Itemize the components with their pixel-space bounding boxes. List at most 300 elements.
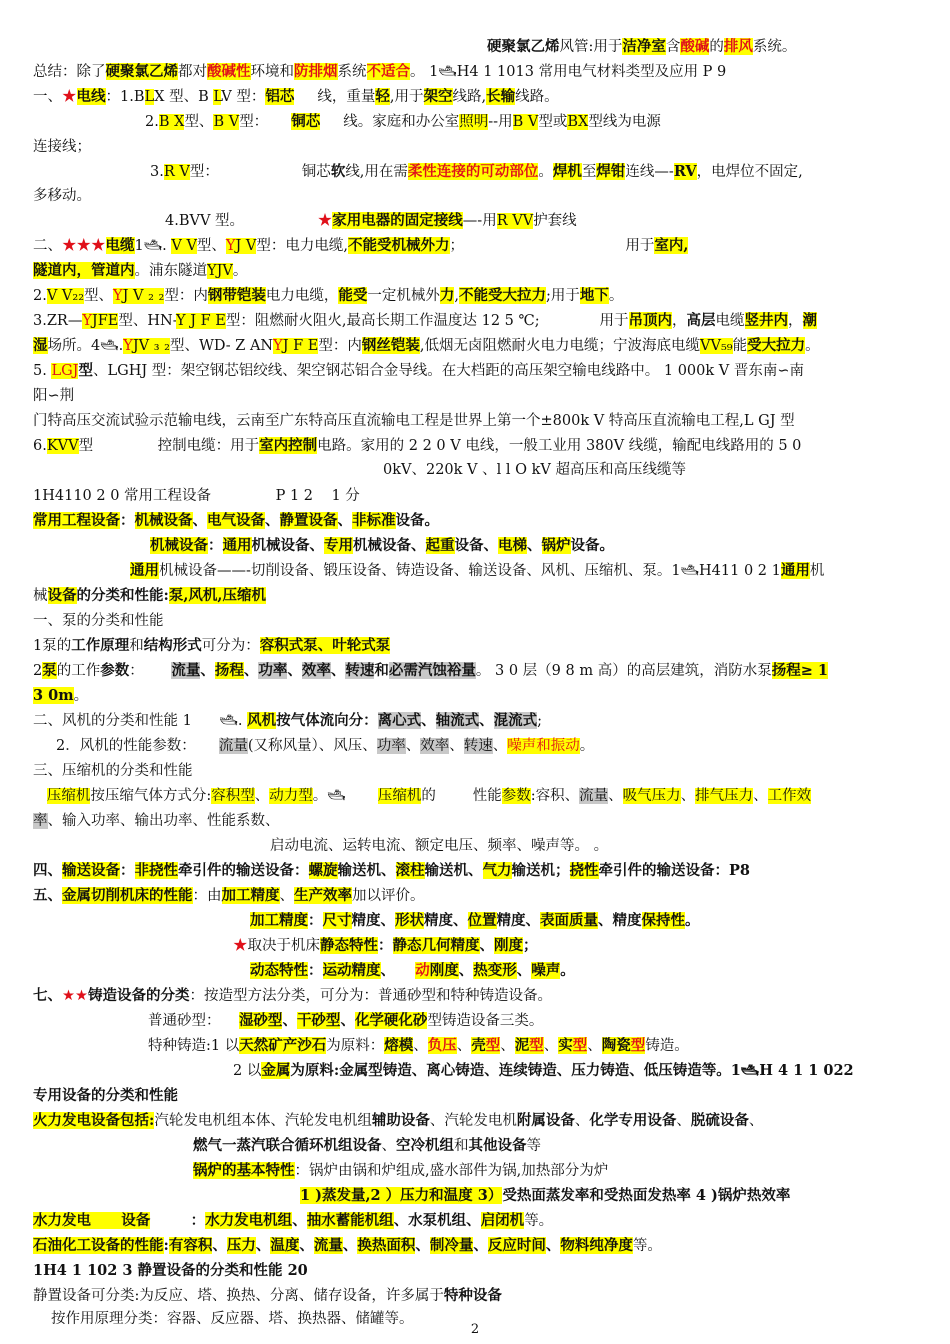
text-run: 电线: [76, 88, 106, 105]
text-run: 特种铸造:1 以: [148, 1038, 240, 1054]
text-run: J V: [235, 238, 257, 254]
text-run: 线,用在需: [345, 164, 408, 180]
text-run: ,用于: [389, 89, 424, 105]
text-line: [33, 585, 928, 607]
text-run: 轴流式: [435, 712, 480, 729]
text-line: [33, 1235, 928, 1257]
text-run: 离心式: [377, 712, 422, 729]
text-run: 功率: [376, 738, 406, 754]
text-run: 等。: [632, 1238, 662, 1254]
text-run: 机: [809, 563, 825, 579]
text-run: B V: [512, 114, 539, 130]
text-run: 、: [337, 512, 352, 529]
text-run: 保持性: [641, 912, 685, 929]
text-line: [487, 36, 928, 58]
text-line: [33, 685, 928, 707]
text-run: 受大拉力: [747, 337, 806, 354]
text-run: 风管:用于: [559, 39, 623, 55]
text-run: 生产效率: [294, 887, 352, 904]
text-run: 型： 铜芯: [189, 164, 331, 180]
text-run: 至: [581, 164, 597, 180]
text-run: 机械设备、: [251, 537, 324, 554]
page-number: 2: [470, 1322, 480, 1337]
text-line: [33, 735, 928, 757]
text-run: ★: [62, 89, 77, 105]
text-line: [148, 1035, 928, 1057]
text-run: 、: [473, 1237, 488, 1254]
text-line: [33, 136, 928, 158]
text-run: 压缩机: [377, 788, 422, 804]
text-run: ,低烟无卤阻燃耐火电力电缆；宁波海底电缆: [419, 338, 700, 354]
text-run: 精度、: [424, 912, 468, 929]
text-run: 柔性连接的可动部位: [407, 163, 539, 180]
text-line: [148, 1010, 928, 1032]
text-run: 。: [579, 738, 595, 754]
text-run: 。 3 0 层（9 8 m 高）的高层建筑，消防水泵: [475, 663, 772, 679]
text-run: 硬聚氯乙烯: [487, 38, 560, 55]
text-run: 等。: [524, 1213, 554, 1229]
text-run: 压力: [226, 1237, 256, 1254]
text-run: 按压缩气体方式分:: [90, 788, 212, 804]
text-run: 精度、: [496, 912, 540, 929]
text-run: 型：阻燃耐火阻火,最高长期工作温度达 12 5 ℃; 用于: [225, 313, 629, 329]
text-run: 型线为电源: [588, 114, 661, 130]
text-run: 实: [558, 1037, 573, 1054]
text-run: 启动电流、运转电流、额定电压、频率、噪声等。 。: [270, 838, 609, 854]
text-run: 的: [709, 39, 724, 55]
text-run: 制冷量: [429, 1237, 474, 1254]
text-run: V 型：: [221, 89, 266, 105]
text-run: 。: [232, 263, 248, 279]
text-run: X 型、B: [154, 89, 214, 105]
text-run: 型: [485, 1037, 501, 1054]
text-run: 架空: [423, 88, 453, 105]
text-run: 。浦东隧道: [134, 263, 207, 279]
text-run: KVV: [46, 438, 79, 454]
text-run: 参数: [100, 662, 130, 679]
text-run: 陶瓷: [601, 1037, 631, 1054]
text-run: ：按造型方法分类，可分为：普通砂型和特种铸造设备。: [189, 988, 552, 1004]
text-run: 不适合: [366, 63, 410, 80]
text-run: 总结：除了: [33, 64, 106, 80]
text-run: 型：: [239, 114, 292, 130]
text-run: 、: [516, 962, 532, 979]
text-run: 3.: [150, 164, 164, 180]
text-run: 、: [192, 512, 207, 529]
text-run: 按气体流向分：: [276, 712, 378, 729]
text-run: 家用电器的固定接线: [332, 212, 463, 229]
text-run: 风机: [247, 712, 277, 729]
text-run: 水力发电机组: [205, 1212, 293, 1229]
text-run: 牵引件的输送设备：: [178, 862, 309, 879]
text-line: [300, 1185, 928, 1207]
text-run: 门特高压交流试验示范输电线，云南至广东特高压直流输电工程是世界上第一个±800k V 特高压直流输电工程,L GJ 型: [33, 413, 795, 429]
text-run: 的 性能: [421, 788, 502, 804]
text-run: 铸造。: [645, 1038, 689, 1054]
text-run: 、精度: [598, 912, 642, 929]
text-run: V V: [171, 238, 197, 254]
text-run: 3.ZR—: [33, 313, 83, 329]
text-run: 普通砂型：: [148, 1013, 239, 1029]
text-run: 设备、: [454, 537, 498, 554]
text-run: 、: [200, 662, 215, 679]
text-run: 、: [680, 788, 696, 804]
text-run: 启闭机: [480, 1212, 525, 1229]
text-run: ;用于: [545, 288, 580, 304]
text-run: ,: [454, 288, 459, 304]
text-run: Y: [123, 338, 133, 354]
text-run: 、: [608, 788, 623, 804]
text-run: 可分为：: [201, 638, 260, 654]
text-run: Y: [225, 238, 236, 254]
text-run: 多移动。: [33, 188, 91, 204]
text-run: 化学专用设备: [589, 1112, 677, 1129]
text-run: 表面质量: [540, 912, 598, 929]
text-line: [233, 1060, 928, 1082]
text-run: 3 0m: [33, 687, 74, 704]
text-run: 锅炉: [541, 537, 571, 554]
text-line: [193, 1160, 928, 1182]
text-run: 加工精度: [221, 887, 280, 904]
text-line: [150, 161, 928, 183]
text-run: 。: [685, 912, 700, 929]
text-run: 扬程≥ 1: [771, 662, 828, 679]
text-run: 型铸造设备三类。: [427, 1013, 544, 1029]
text-run: 线。家庭和办公室: [320, 114, 460, 130]
text-run: 、汽轮发电机: [429, 1113, 517, 1129]
text-run: ：: [150, 1212, 206, 1229]
text-run: ;: [537, 713, 543, 729]
text-run: 一、: [33, 89, 62, 105]
text-run: 1 )蒸发量,2 ）压力和温度 3）: [300, 1187, 503, 1204]
text-run: R V: [163, 164, 190, 180]
text-run: 为原料:金属型铸造、离心铸造、连续铸造、压力铸造、低压铸造等。1🛥H 4 1 1 022: [290, 1062, 854, 1079]
text-run: 照明: [459, 114, 489, 130]
text-run: 的工作: [56, 663, 101, 679]
text-run: 。🛥: [312, 788, 378, 804]
text-run: 连线—-: [625, 164, 674, 180]
text-run: 焊钳: [596, 163, 626, 180]
text-run: 脱硫设备: [690, 1112, 749, 1129]
text-run: 刚度: [429, 962, 459, 979]
text-run: 6.: [33, 438, 47, 454]
text-line: [33, 760, 928, 782]
text-run: 燃气一蒸汽联合循环机组设备: [193, 1137, 382, 1154]
text-run: 、: [279, 888, 294, 904]
text-run: 、: [405, 738, 421, 754]
text-run: 、: [342, 1237, 358, 1254]
text-run: 电力电缆，: [265, 288, 339, 304]
text-run: 电气设备: [207, 512, 265, 529]
text-line: [145, 111, 928, 133]
text-run: 长输: [486, 88, 516, 105]
text-run: 抽水蓄能机组: [306, 1212, 394, 1229]
text-run: 静态特性: [320, 937, 378, 954]
text-run: 的分类和性能:: [76, 587, 169, 604]
text-run: 工作原理: [71, 637, 130, 654]
text-run: 型 控制电缆：用于: [78, 438, 260, 454]
text-line: [33, 810, 928, 832]
text-run: 空冷机组: [396, 1137, 454, 1154]
text-run: 受热面蒸发率和受热面发热率 4 )锅炉热效率: [502, 1187, 791, 1204]
text-run: 、: [212, 1237, 227, 1254]
text-run: 湿砂型: [238, 1012, 283, 1029]
text-run: 线路。: [515, 89, 559, 105]
text-line: [33, 1210, 928, 1232]
text-line: [33, 860, 928, 882]
text-run: 气力: [482, 862, 512, 879]
text-run: 。: [73, 688, 89, 704]
text-run: 、: [287, 662, 302, 679]
text-run: 室内,: [654, 237, 689, 254]
text-run: 轻: [375, 88, 390, 105]
text-run: 功率: [258, 662, 288, 679]
text-run: 尺寸: [322, 912, 352, 929]
text-run: --用: [488, 114, 513, 130]
text-run: 型: [572, 1037, 588, 1054]
text-run: 、: [676, 1113, 691, 1129]
text-run: 四、: [33, 862, 62, 879]
text-run: 率: [33, 813, 48, 829]
text-run: 动: [415, 962, 430, 979]
text-run: 有容积: [168, 1237, 213, 1254]
text-line: [33, 260, 928, 282]
text-run: 型: [630, 1037, 646, 1054]
text-line: [33, 410, 928, 432]
text-run: 牵引件的输送设备：P8: [598, 862, 750, 879]
text-run: 都对: [178, 64, 207, 80]
text-line: [33, 510, 928, 532]
text-run: 、: [265, 512, 280, 529]
text-line: [33, 235, 928, 257]
text-run: 七、: [33, 987, 62, 1004]
text-run: 输送机、: [337, 862, 396, 879]
text-run: 、: [413, 1038, 428, 1054]
text-run: ：: [308, 912, 323, 929]
text-run: ，: [672, 313, 687, 329]
text-run: 熔模: [384, 1037, 414, 1054]
text-run: 化学硬化砂: [354, 1012, 428, 1029]
text-run: 型：电力电缆,: [256, 238, 349, 254]
text-run: JV ₃ ₂: [132, 338, 170, 354]
text-run: 、: [587, 1038, 602, 1054]
text-line: [33, 635, 928, 657]
text-run: 流量: [313, 1237, 343, 1254]
text-run: 换热面积: [357, 1237, 416, 1254]
text-run: 参数: [501, 788, 531, 804]
text-line: [33, 610, 928, 632]
text-run: 含: [665, 39, 681, 55]
text-run: ：锅炉由锅和炉组成,盛水部件为锅,加热部分为炉: [294, 1163, 609, 1179]
text-run: ★: [233, 938, 248, 954]
text-run: 通用: [130, 562, 159, 579]
text-run: 螺旋: [308, 862, 338, 879]
text-run: 物料纯净度: [560, 1237, 633, 1254]
text-line: [250, 960, 928, 982]
text-run: —-用: [462, 213, 497, 229]
text-run: 钢丝铠装: [361, 337, 420, 354]
text-run: 、: [299, 1237, 314, 1254]
text-run: 钢带铠装: [207, 287, 266, 304]
text-line: [33, 1285, 928, 1307]
text-line: [33, 310, 928, 332]
text-run: 输送机、: [424, 862, 483, 879]
text-run: YJV: [207, 263, 233, 279]
text-run: Y J F E: [176, 313, 226, 329]
text-run: 电缆: [715, 313, 745, 329]
text-run: 。: [608, 288, 624, 304]
text-run: 天然矿产沙石: [239, 1037, 327, 1054]
text-run: Y: [113, 288, 123, 304]
text-run: 输送设备: [62, 862, 120, 879]
text-run: 1🛥.: [134, 238, 172, 254]
text-line: [33, 61, 928, 83]
text-run: B V: [213, 114, 240, 130]
text-run: 形状: [395, 912, 424, 929]
text-run: 排风: [723, 38, 753, 55]
text-run: 容积型: [211, 788, 255, 804]
text-run: 静态几何精度: [392, 937, 480, 954]
text-run: ：: [208, 537, 223, 554]
text-run: 起重: [425, 537, 455, 554]
text-run: 专用设备的分类和性能: [33, 1087, 178, 1104]
text-run: 、水泵机组、: [393, 1212, 481, 1229]
text-run: 特种设备: [443, 1287, 502, 1304]
text-run: 五、: [33, 887, 62, 904]
text-run: 辅助设备: [371, 1112, 430, 1129]
text-run: 洁净室: [622, 38, 666, 55]
text-run: 必需汽蚀裕量: [388, 662, 476, 679]
text-run: 通用: [780, 562, 810, 579]
text-run: ★★★: [62, 238, 106, 254]
text-run: Y: [273, 338, 283, 354]
text-line: [383, 459, 928, 481]
text-run: 系统。: [752, 39, 797, 55]
text-line: [33, 1110, 928, 1132]
text-run: 、: [282, 1012, 297, 1029]
text-run: 壳: [471, 1037, 486, 1054]
text-line: [130, 560, 928, 582]
text-run: 吊顶内: [628, 312, 673, 329]
text-run: JFE: [91, 313, 119, 329]
text-run: 铜芯: [291, 113, 321, 130]
text-run: 隧道内，管道内: [33, 262, 135, 279]
text-run: 结构形式: [143, 637, 202, 654]
text-run: 精度、: [351, 912, 395, 929]
text-run: 型或: [538, 114, 568, 130]
text-line: [250, 910, 928, 932]
text-run: 、输入功率、输出功率、性能系数、: [47, 813, 280, 829]
text-run: 三、压缩机的分类和性能: [33, 763, 193, 779]
text-run: LGJ: [51, 363, 79, 379]
text-run: ★★: [62, 988, 88, 1004]
text-line: [165, 210, 928, 232]
text-run: 运动精度: [322, 962, 381, 979]
text-run: 金属切削机床的性能: [62, 887, 193, 904]
text-run: 混流式: [493, 712, 538, 729]
text-run: 1H4 1 102 3 静置设备的分类和性能 20: [33, 1262, 308, 1279]
text-run: 竖井内: [744, 312, 789, 329]
text-run: 非挠性: [134, 862, 178, 879]
text-run: 效率: [301, 662, 331, 679]
text-run: 、LGHJ 型：架空钢芯铝绞线、架空钢芯铝合金导线。在大档距的高压架空输电线路中。 1 000k V 晋东南∽南: [92, 363, 805, 379]
text-run: 械: [33, 588, 48, 604]
text-run: 动态特性: [250, 962, 308, 979]
text-run: 线，重量: [294, 89, 376, 105]
text-run: ：: [378, 937, 393, 954]
text-run: 一、泵的分类和性能: [33, 613, 164, 629]
text-run: 位置: [467, 912, 497, 929]
text-run: 噪声: [531, 962, 561, 979]
text-run: 阳∽荆: [33, 388, 75, 404]
text-run: 、: [415, 1237, 430, 1254]
text-run: RV: [673, 163, 697, 180]
text-line: [150, 535, 928, 557]
text-run: 压缩机: [46, 788, 91, 804]
text-run: 、: [500, 1038, 515, 1054]
text-run: 和: [129, 638, 144, 654]
text-run: 力: [439, 287, 455, 304]
text-run: 滚柱: [395, 862, 425, 879]
text-line: [33, 285, 928, 307]
text-run: 系统: [337, 64, 367, 80]
text-run: 二、风机的分类和性能 1 🛥.: [33, 713, 248, 729]
text-run: 动力型: [269, 788, 313, 804]
text-run: 。: [805, 338, 820, 354]
text-run: 排气压力: [695, 788, 754, 804]
text-run: 、: [449, 738, 464, 754]
text-run: 转速: [345, 662, 375, 679]
text-run: 场所。4🛥.: [47, 338, 124, 354]
text-run: 。: [538, 164, 553, 180]
text-run: 火力发电设备包括:: [33, 1112, 155, 1129]
text-run: 、: [543, 1038, 559, 1054]
text-run: ：由: [192, 888, 222, 904]
text-run: 2: [33, 663, 43, 679]
text-run: 常用工程设备: [33, 512, 120, 529]
text-run: 电缆: [105, 237, 135, 254]
text-run: 、: [340, 1012, 355, 1029]
text-line: [270, 835, 928, 857]
text-run: ：: [120, 512, 135, 529]
text-run: 、: [479, 937, 494, 954]
text-run: 锅炉的基本特性: [193, 1162, 295, 1179]
text-run: :: [163, 1237, 169, 1254]
text-run: 设备: [47, 587, 77, 604]
text-run: 、: [748, 1113, 764, 1129]
text-line: [33, 1085, 928, 1107]
text-run: 、: [456, 1038, 472, 1054]
text-run: 负压: [427, 1037, 457, 1054]
text-run: 2.: [33, 288, 47, 304]
text-run: 型、WD- Z AN: [169, 338, 274, 354]
text-run: 加工精度: [250, 912, 308, 929]
text-line: [33, 385, 928, 407]
text-run: ★: [317, 213, 333, 229]
text-run: :容积、: [530, 788, 580, 804]
text-run: 能受: [338, 287, 368, 304]
text-run: 一定机械外: [367, 288, 440, 304]
text-run: 和: [374, 662, 389, 679]
text-run: 2．风机的性能参数：: [33, 738, 219, 754]
text-run: 型、: [84, 288, 114, 304]
text-run: 流量: [579, 788, 609, 804]
text-run: 反应时间: [487, 1237, 546, 1254]
text-line: [33, 435, 928, 457]
text-run: L: [213, 89, 222, 105]
text-run: 非标准: [352, 512, 396, 529]
text-run: 线路,: [452, 89, 487, 105]
